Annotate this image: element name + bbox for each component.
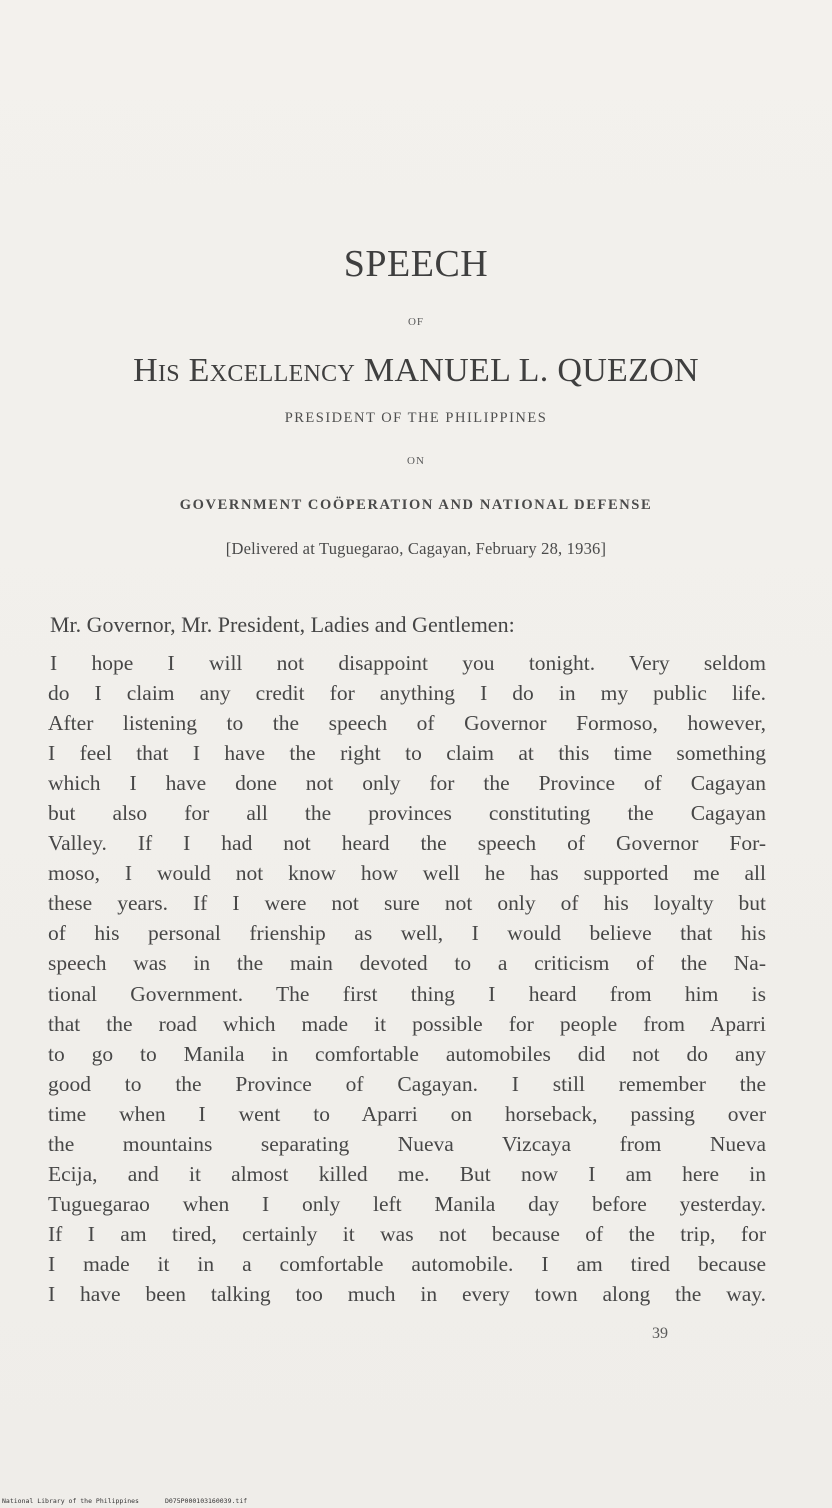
body-line: the mountains separating Nueva Vizcaya from Nueva	[48, 1131, 766, 1156]
body-line: which I have done not only for the Province of Cagayan	[48, 771, 766, 796]
body-line: that the road which made it possible for people from Aparri	[48, 1011, 766, 1036]
speaker-title: PRESIDENT OF THE PHILIPPINES	[284, 410, 548, 426]
body-line: to go to Manila in comfortable automobiles did not do any	[48, 1041, 766, 1066]
body-line: I have been talking too much in every town along the way.	[48, 1281, 766, 1306]
body-line: tional Government. The first thing I heard from him is	[48, 981, 766, 1006]
body-line: speech was in the main devoted to a criticism of the Na-	[48, 951, 766, 976]
delivery-note: [Delivered at Tuguegarao, Cagayan, February 28, 1936]	[225, 539, 607, 558]
speech-body	[48, 648, 766, 1309]
scan-footer	[2, 1497, 247, 1505]
body-line: If I am tired, certainly it was not because of the trip, for	[48, 1221, 766, 1246]
on-label: ON	[407, 455, 425, 467]
body-line: I made it in a comfortable automobile. I am tired because	[48, 1251, 766, 1276]
body-line: these years. If I were not sure not only of his loyalty but	[48, 891, 766, 916]
footer-file: D075P000103160039.tif	[164, 1497, 248, 1505]
footer-source: National Library of the Philippines	[2, 1497, 139, 1505]
body-line: Valley. If I had not heard the speech of Governor For-	[48, 831, 766, 856]
body-line: good to the Province of Cagayan. I still remember the	[48, 1071, 766, 1096]
page-number: 39	[652, 1325, 668, 1342]
salutation: Mr. Governor, Mr. President, Ladies and Gentlemen:	[50, 612, 515, 637]
body-line: I feel that I have the right to claim at this time something	[48, 741, 766, 766]
body-line: do I claim any credit for anything I do in my public life.	[48, 681, 766, 706]
speaker-name: His Excellency MANUEL L. QUEZON	[133, 352, 699, 389]
body-line: Ecija, and it almost killed me. But now I am here in	[48, 1161, 766, 1186]
body-line: time when I went to Aparri on horseback, passing over	[48, 1101, 766, 1126]
speech-heading: SPEECH	[343, 243, 489, 285]
of-label: OF	[407, 316, 425, 328]
speech-topic: GOVERNMENT COÖPERATION AND NATIONAL DEFENSE	[179, 497, 653, 513]
body-line: of his personal frienship as well, I would believe that his	[48, 921, 766, 946]
body-line: After listening to the speech of Governor Formoso, however,	[48, 711, 766, 736]
body-line: Tuguegarao when I only left Manila day before yesterday.	[48, 1191, 766, 1216]
body-line: I hope I will not disappoint you tonight. Very seldom	[50, 651, 766, 675]
body-line: moso, I would not know how well he has supported me all	[48, 861, 766, 886]
body-line: but also for all the provinces constituting the Cagayan	[48, 801, 766, 826]
